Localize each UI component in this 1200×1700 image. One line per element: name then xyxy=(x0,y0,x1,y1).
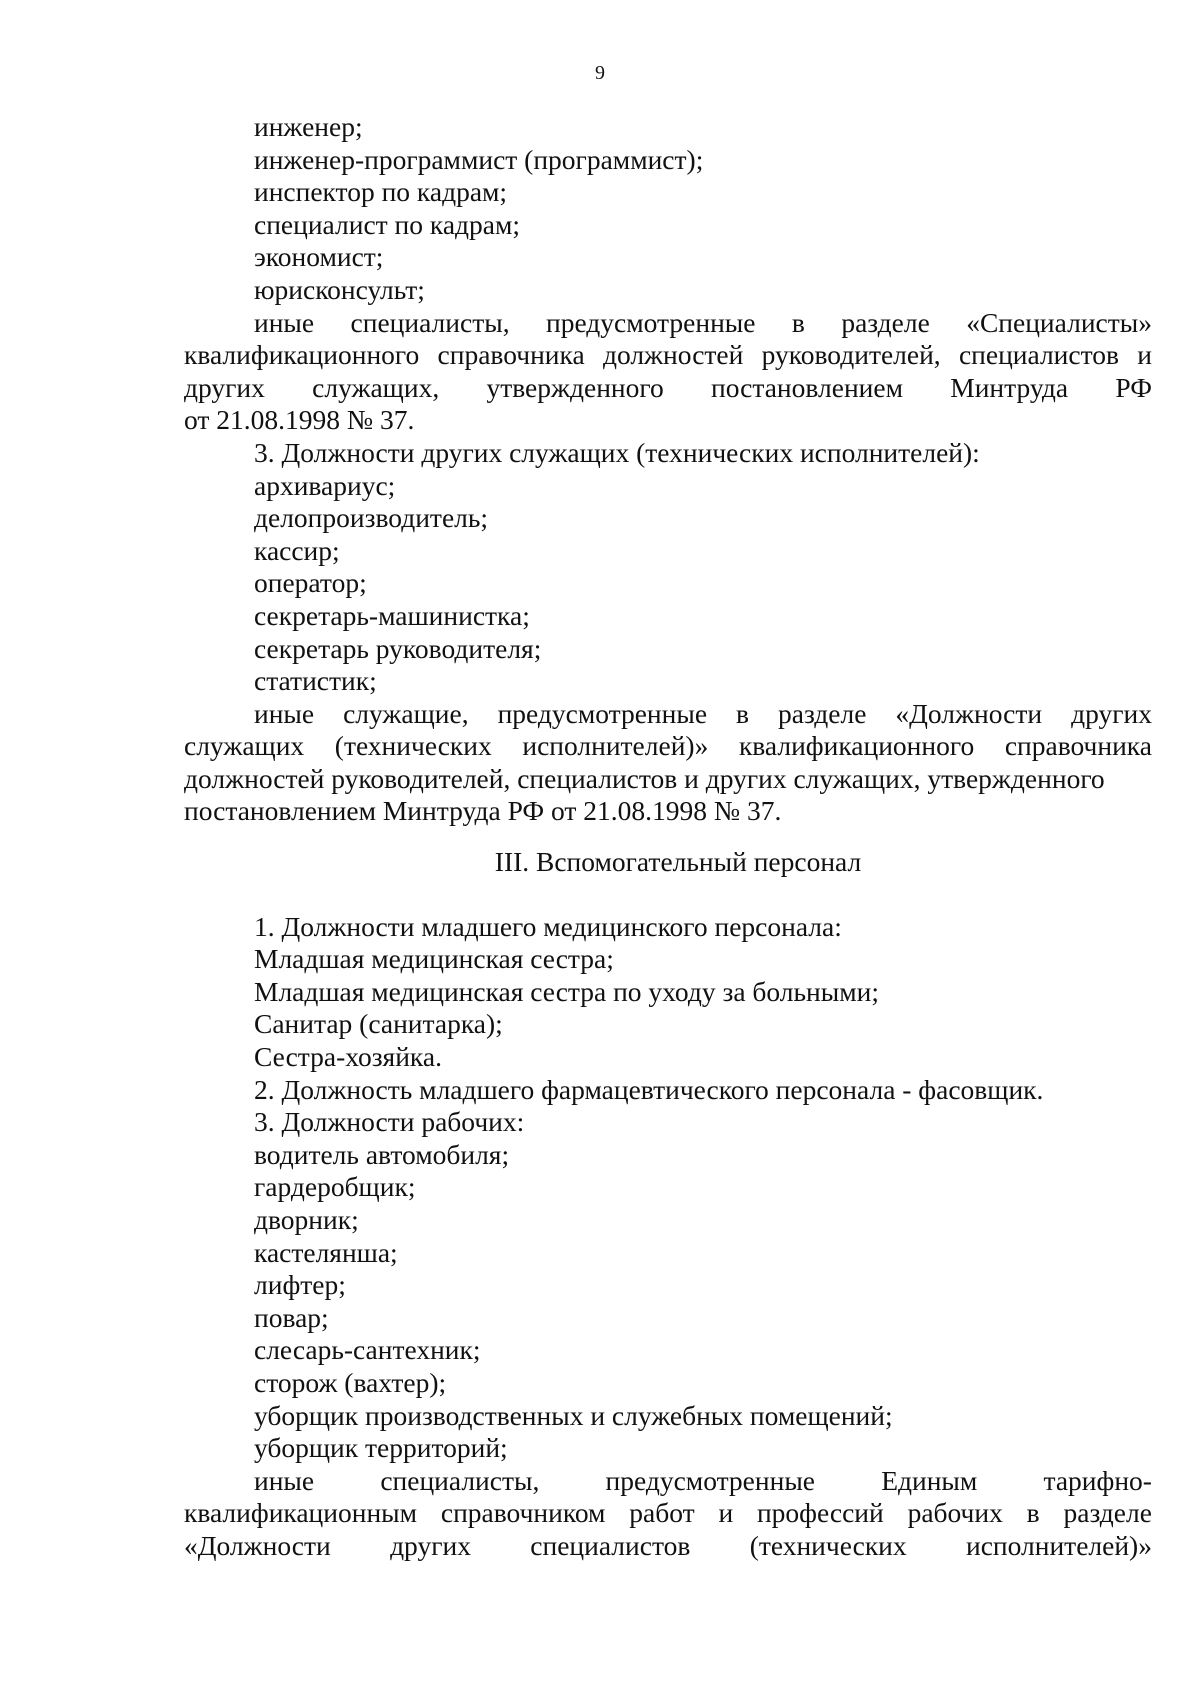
list-item: водитель автомобиля; xyxy=(254,1138,510,1170)
word: специалисты, xyxy=(380,1464,540,1496)
list-item: архивариус; xyxy=(254,469,396,501)
word: предусмотренные xyxy=(546,306,756,338)
list-item: гардеробщик; xyxy=(254,1171,416,1203)
list-item: лифтер; xyxy=(254,1269,346,1301)
word: руководителей, xyxy=(761,339,941,371)
paragraph-line xyxy=(184,307,1152,340)
list-item: сторож (вахтер); xyxy=(254,1366,447,1398)
paragraph-line xyxy=(184,1465,1152,1498)
list-item: Санитар (санитарка); xyxy=(254,1008,503,1040)
word: утвержденного xyxy=(486,371,664,403)
word: квалификационного xyxy=(184,339,420,371)
subsection-title: 1. Должности младшего медицинского персонала: xyxy=(254,910,842,942)
list-item: Сестра-хозяйка. xyxy=(254,1041,442,1073)
word: в xyxy=(791,306,805,338)
document-body xyxy=(184,111,1152,1563)
list-item: секретарь руководителя; xyxy=(254,632,542,664)
word: и xyxy=(718,1497,734,1529)
word: других xyxy=(1071,697,1152,729)
list-item: Младшая медицинская сестра по уходу за больными; xyxy=(254,975,879,1007)
paragraph-line xyxy=(184,1530,1152,1563)
word: специалистов xyxy=(530,1529,691,1561)
word: квалификационным xyxy=(184,1497,418,1529)
list-item: инспектор по кадрам; xyxy=(254,176,508,208)
word: в xyxy=(736,697,750,729)
list-item: уборщик производственных и служебных помещений; xyxy=(254,1399,893,1431)
list-item: специалист по кадрам; xyxy=(254,208,521,240)
word: профессий xyxy=(756,1497,884,1529)
section-heading: III. Вспомогательный персонал xyxy=(494,846,862,878)
word: в xyxy=(1026,1497,1040,1529)
subsection-title: 2. Должность младшего фармацевтического персонала - фасовщик. xyxy=(254,1073,1044,1105)
word: Единым xyxy=(881,1464,978,1496)
list-item: экономист; xyxy=(254,241,384,273)
list-item: оператор; xyxy=(254,567,367,599)
page-number: 9 xyxy=(595,62,605,84)
word: (технических xyxy=(334,730,492,762)
word: справочника xyxy=(437,339,585,371)
word: и xyxy=(1137,339,1152,371)
word: других xyxy=(390,1529,471,1561)
paragraph-line xyxy=(184,372,1152,405)
paragraph-line xyxy=(184,1497,1152,1530)
word: квалификационного xyxy=(738,730,975,762)
paragraph-line: постановлением Минтруда РФ от 21.08.1998 № 37. xyxy=(184,795,782,827)
list-item: уборщик территорий; xyxy=(254,1432,508,1464)
word: других xyxy=(184,371,265,403)
word: РФ xyxy=(1115,371,1152,403)
word: Минтруда xyxy=(950,371,1069,403)
word: иные xyxy=(254,306,315,338)
word: должностей xyxy=(602,339,744,371)
paragraph-line xyxy=(184,698,1152,731)
word: «Специалисты» xyxy=(966,306,1152,338)
list-item: делопроизводитель; xyxy=(254,502,489,534)
word: предусмотренные xyxy=(605,1464,816,1496)
list-item: статистик; xyxy=(254,665,377,697)
word: служащих xyxy=(184,730,305,762)
subsection-title: 3. Должности рабочих: xyxy=(254,1106,525,1138)
list-item: секретарь-машинистка; xyxy=(254,599,530,631)
word: (технических xyxy=(749,1529,907,1561)
word: иные xyxy=(254,697,315,729)
word: работ xyxy=(629,1497,695,1529)
word: «Должности xyxy=(895,697,1043,729)
paragraph-line xyxy=(184,339,1152,372)
word: «Должности xyxy=(184,1529,331,1561)
word: тарифно- xyxy=(1043,1464,1152,1496)
word: специалистов xyxy=(958,339,1119,371)
spacer xyxy=(184,897,1152,911)
list-item: Младшая медицинская сестра; xyxy=(254,943,614,975)
list-item: инженер; xyxy=(254,111,363,142)
word: разделе xyxy=(777,697,867,729)
word: специалисты, xyxy=(350,306,510,338)
subsection-title: 3. Должности других служащих (технических исполнителей): xyxy=(254,436,980,468)
word: служащие, xyxy=(343,697,469,729)
word: предусмотренные xyxy=(497,697,708,729)
list-item: дворник; xyxy=(254,1204,359,1235)
word: разделе xyxy=(1063,1497,1152,1529)
word: рабочих xyxy=(907,1497,1003,1529)
list-item: кастелянша; xyxy=(254,1236,398,1268)
word: справочником xyxy=(440,1497,606,1529)
list-item: юрисконсульт; xyxy=(254,273,425,305)
list-item: слесарь-сантехник; xyxy=(254,1334,481,1366)
word: постановлением xyxy=(711,371,903,403)
word: иные xyxy=(254,1464,315,1496)
list-item: кассир; xyxy=(254,534,340,566)
list-item: повар; xyxy=(254,1301,329,1333)
paragraph-line: от 21.08.1998 № 37. xyxy=(184,404,415,436)
word: исполнителей)» xyxy=(522,730,709,762)
word: разделе xyxy=(841,306,930,338)
word: служащих, xyxy=(312,371,440,403)
list-item: инженер-программист (программист); xyxy=(254,143,704,175)
word: исполнителей)» xyxy=(966,1529,1152,1561)
paragraph-line: должностей руководителей, специалистов и других служащих, утвержденного xyxy=(184,762,1105,794)
paragraph-line xyxy=(184,730,1152,763)
word: справочника xyxy=(1004,730,1152,762)
